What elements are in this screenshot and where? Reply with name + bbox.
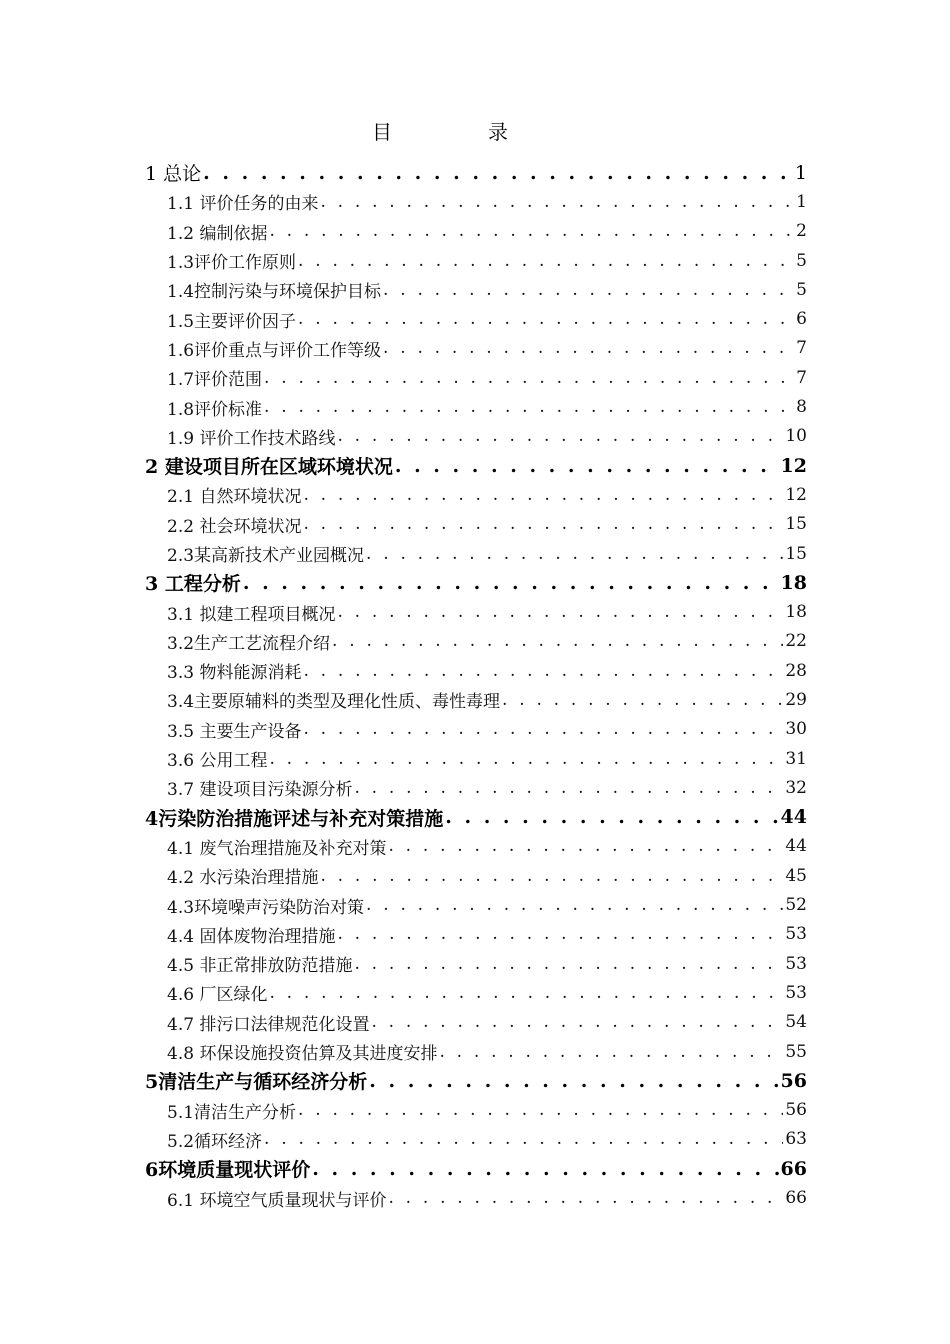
- toc-section-entry[interactable]: [145, 656, 807, 685]
- toc-entry-title: 6环境质量现状评价: [145, 1159, 311, 1182]
- toc-page-number: 18: [780, 571, 807, 594]
- toc-page-number: 31: [785, 748, 807, 769]
- toc-dot-leader: [369, 1070, 778, 1092]
- toc-page-number: 66: [785, 1188, 807, 1209]
- toc-section-entry[interactable]: [145, 275, 807, 304]
- toc-entry-title: 1.1 评价任务的由来: [167, 194, 319, 215]
- toc-dot-leader: [264, 397, 794, 417]
- toc-dot-leader: [332, 631, 783, 651]
- toc-entry-title: 4.2 水污染治理措施: [167, 868, 319, 889]
- toc-page-number: 52: [785, 895, 807, 916]
- toc-section-entry[interactable]: [145, 744, 807, 773]
- toc-dot-leader: [366, 544, 783, 564]
- toc-page-number: 44: [780, 806, 807, 829]
- toc-entry-title: 5.2循环经济: [167, 1131, 263, 1152]
- toc-page-number: 30: [785, 719, 807, 740]
- toc-entry-title: 1.4控制污染与环境保护目标: [167, 282, 382, 303]
- toc-section-entry[interactable]: [145, 949, 807, 978]
- toc-entry-title: 2.2 社会环境状况: [167, 516, 302, 537]
- toc-page-number: 1: [796, 191, 807, 212]
- toc-page-number: 22: [785, 631, 807, 652]
- toc-page-number: 1: [794, 161, 807, 184]
- toc-dot-leader: [269, 749, 783, 769]
- toc-section-entry[interactable]: [145, 363, 807, 392]
- toc-page-number: 66: [780, 1157, 807, 1180]
- toc-entry-title: 5清洁生产与循环经济分析: [145, 1071, 368, 1094]
- toc-dot-leader: [337, 602, 783, 622]
- toc-dot-leader: [320, 192, 794, 212]
- toc-entry-title: 1.8评价标准: [167, 399, 263, 420]
- toc-dot-leader: [371, 1012, 783, 1032]
- toc-section-entry[interactable]: [145, 773, 807, 802]
- toc-dot-leader: [303, 485, 783, 505]
- toc-page-number: 6: [796, 309, 807, 330]
- toc-section-entry[interactable]: [145, 861, 807, 890]
- toc-dot-leader: [243, 572, 779, 594]
- toc-dot-leader: [388, 1188, 783, 1208]
- toc-entry-title: 4.7 排污口法律规范化设置: [167, 1014, 370, 1035]
- toc-page-number: 7: [796, 367, 807, 388]
- toc-entry-title: 3.6 公用工程: [167, 751, 268, 772]
- toc-page-number: 63: [785, 1129, 807, 1150]
- toc-page-number: 44: [785, 836, 807, 857]
- toc-dot-leader: [298, 1100, 783, 1120]
- toc-chapter-entry[interactable]: [145, 1066, 807, 1095]
- toc-section-entry[interactable]: [145, 422, 807, 451]
- toc-entry-title: 1.7评价范围: [167, 370, 263, 391]
- toc-section-entry[interactable]: [145, 304, 807, 333]
- toc-page-number: 53: [785, 924, 807, 945]
- toc-dot-leader: [354, 778, 783, 798]
- toc-section-entry[interactable]: [145, 1008, 807, 1037]
- toc-section-entry[interactable]: [145, 832, 807, 861]
- toc-dot-leader: [337, 924, 783, 944]
- toc-entry-title: 4.5 非正常排放防范措施: [167, 956, 353, 977]
- toc-dot-leader: [303, 661, 783, 681]
- toc-section-entry[interactable]: [145, 510, 807, 539]
- toc-chapter-entry[interactable]: [145, 1154, 807, 1183]
- toc-entry-title: 1.3评价工作原则: [167, 253, 297, 274]
- toc-page-number: 2: [796, 221, 807, 242]
- toc-entry-title: 2.3某高新技术产业园概况: [167, 546, 365, 566]
- toc-page-number: 56: [785, 1100, 807, 1121]
- toc-entry-title: 3.7 建设项目污染源分析: [167, 780, 353, 801]
- toc-dot-leader: [269, 983, 783, 1003]
- toc-chapter-entry[interactable]: [145, 158, 807, 187]
- toc-page-number: 29: [785, 689, 807, 710]
- toc-dot-leader: [337, 426, 783, 446]
- toc-section-entry[interactable]: [145, 539, 807, 568]
- toc-entry-title: 4.1 废气治理措施及补充对策: [167, 838, 387, 859]
- toc-dot-leader: [264, 368, 794, 388]
- toc-chapter-entry[interactable]: [145, 803, 807, 832]
- toc-entry-title: 3.5 主要生产设备: [167, 721, 302, 742]
- toc-page-number: 15: [785, 543, 807, 564]
- toc-entry-title: 3.1 拟建工程项目概况: [167, 604, 336, 625]
- toc-entry-title: 4.4 固体废物治理措施: [167, 926, 336, 947]
- toc-dot-leader: [445, 806, 778, 828]
- toc-dot-leader: [203, 162, 793, 184]
- toc-page-number: 18: [785, 602, 807, 623]
- toc-dot-leader: [383, 338, 794, 358]
- toc-page-number: 5: [796, 279, 807, 300]
- toc-page-number: 8: [796, 397, 807, 418]
- toc-entry-title: 4.3环境噪声污染防治对策: [167, 897, 365, 918]
- toc-entry-title: 2.1 自然环境状况: [167, 487, 302, 508]
- toc-section-entry[interactable]: [145, 627, 807, 656]
- toc-dot-leader: [395, 455, 779, 477]
- toc-entry-title: 3.2生产工艺流程介绍: [167, 633, 331, 654]
- toc-section-entry[interactable]: [145, 920, 807, 949]
- toc-page-number: 15: [785, 514, 807, 535]
- toc-entry-title: 3 工程分析: [145, 573, 241, 596]
- toc-page-number: 12: [785, 484, 807, 505]
- toc-page-number: 10: [785, 426, 807, 447]
- toc-dot-leader: [388, 836, 783, 856]
- toc-page-number: 7: [796, 338, 807, 359]
- toc-section-entry[interactable]: [145, 480, 807, 509]
- toc-page-number: 45: [785, 865, 807, 886]
- table-of-contents: [145, 158, 807, 1213]
- toc-section-entry[interactable]: [145, 392, 807, 421]
- toc-dot-leader: [298, 309, 794, 329]
- toc-entry-title: 4污染防治措施评述与补充对策措施: [145, 807, 444, 830]
- toc-entry-title: 4.8 环保设施投资估算及其进度安排: [167, 1044, 438, 1065]
- toc-page-number: 53: [785, 982, 807, 1003]
- toc-section-entry[interactable]: [145, 1183, 807, 1212]
- toc-entry-title: 2 建设项目所在区域环境状况: [145, 456, 393, 479]
- toc-dot-leader: [439, 1042, 783, 1062]
- toc-section-entry[interactable]: [145, 890, 807, 919]
- toc-dot-leader: [320, 866, 783, 886]
- toc-dot-leader: [383, 280, 794, 300]
- toc-section-entry[interactable]: [145, 685, 807, 714]
- toc-section-entry[interactable]: [145, 334, 807, 363]
- toc-section-entry[interactable]: [145, 217, 807, 246]
- toc-dot-leader: [298, 251, 794, 271]
- toc-entry-title: 1 总论: [145, 163, 202, 186]
- toc-dot-leader: [312, 1158, 778, 1180]
- toc-section-entry[interactable]: [145, 1096, 807, 1125]
- toc-section-entry[interactable]: [145, 1125, 807, 1154]
- toc-section-entry[interactable]: [145, 597, 807, 626]
- toc-entry-title: 1.6评价重点与评价工作等级: [167, 340, 382, 361]
- toc-page-number: 32: [785, 777, 807, 798]
- toc-entry-title: 5.1清洁生产分析: [167, 1102, 297, 1123]
- toc-page-number: 56: [780, 1069, 807, 1092]
- toc-page-number: 54: [785, 1012, 807, 1033]
- toc-dot-leader: [303, 514, 783, 534]
- toc-entry-title: 3.4主要原辅料的类型及理化性质、毒性毒理: [167, 692, 501, 713]
- toc-entry-title: 1.2 编制依据: [167, 223, 268, 244]
- toc-entry-title: 4.6 厂区绿化: [167, 985, 268, 1006]
- toc-section-entry[interactable]: [145, 978, 807, 1007]
- toc-entry-title: 1.9 评价工作技术路线: [167, 428, 336, 449]
- toc-dot-leader: [303, 719, 783, 739]
- toc-section-entry[interactable]: [145, 246, 807, 275]
- toc-page-number: 12: [780, 454, 807, 477]
- toc-entry-title: 6.1 环境空气质量现状与评价: [167, 1190, 387, 1211]
- toc-dot-leader: [366, 895, 783, 915]
- toc-dot-leader: [502, 690, 783, 710]
- toc-page-number: 28: [785, 660, 807, 681]
- toc-page-number: 53: [785, 953, 807, 974]
- toc-entry-title: 1.5主要评价因子: [167, 311, 297, 332]
- toc-title: 目 录: [372, 120, 546, 144]
- toc-entry-title: 3.3 物料能源消耗: [167, 663, 302, 684]
- toc-dot-leader: [354, 954, 783, 974]
- toc-chapter-entry[interactable]: [145, 568, 807, 597]
- toc-dot-leader: [264, 1129, 783, 1149]
- toc-section-entry[interactable]: [145, 187, 807, 216]
- toc-chapter-entry[interactable]: [145, 451, 807, 480]
- toc-page-number: 5: [796, 250, 807, 271]
- toc-page-number: 55: [785, 1041, 807, 1062]
- toc-section-entry[interactable]: [145, 715, 807, 744]
- toc-dot-leader: [269, 221, 794, 241]
- toc-section-entry[interactable]: [145, 1037, 807, 1066]
